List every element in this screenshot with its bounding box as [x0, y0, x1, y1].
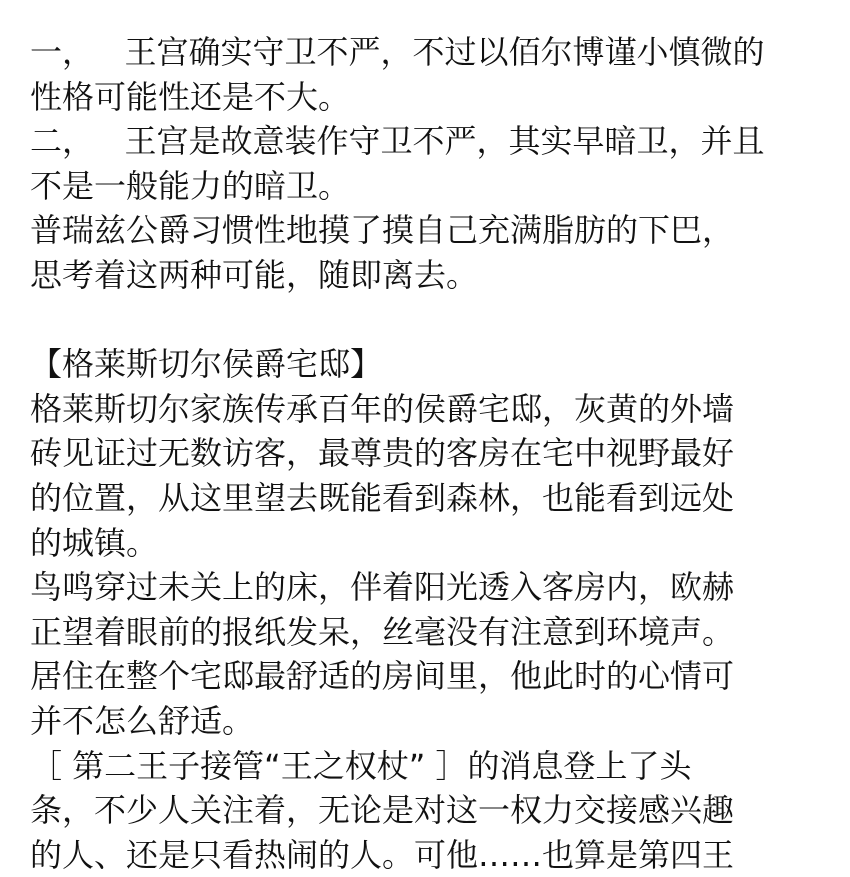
text-line: 普瑞兹公爵习惯性地摸了摸自己充满脂肪的下巴，	[30, 211, 735, 250]
text-line: 的城镇。	[30, 523, 159, 562]
blank-line	[30, 298, 830, 343]
text-line: 正望着眼前的报纸发呆，丝毫没有注意到环境声。	[30, 612, 735, 651]
text-line: 的位置，从这里望去既能看到森林，也能看到远处	[30, 478, 735, 517]
section-heading: 【格莱斯切尔侯爵宅邸】	[30, 345, 383, 384]
text-line: 砖见证过无数访客，最尊贵的客房在宅中视野最好	[30, 434, 735, 473]
text-line: 思考着这两种可能，随即离去。	[30, 255, 479, 294]
text-line: 的人、还是只看热闹的人。可他……也算是第四王	[30, 835, 735, 874]
text-line: ［ 第二王子接管“王之权杖” ］的消息登上了头	[30, 746, 692, 785]
document-text	[30, 30, 830, 877]
text-line: 二， 王宫是故意装作守卫不严，其实早暗卫，并且	[30, 122, 765, 161]
text-line: 不是一般能力的暗卫。	[30, 166, 351, 205]
text-line: 鸟鸣穿过未关上的床，伴着阳光透入客房内，欧赫	[30, 568, 735, 607]
text-line: 一， 王宫确实守卫不严，不过以佰尔博谨小慎微的	[30, 33, 765, 71]
text-line: 格莱斯切尔家族传承百年的侯爵宅邸，灰黄的外墙	[30, 389, 735, 428]
text-line: 并不怎么舒适。	[30, 701, 255, 740]
text-line: 居住在整个宅邸最舒适的房间里，他此时的心情可	[30, 657, 735, 696]
text-line: 性格可能性还是不大。	[30, 77, 351, 116]
text-line: 条，不少人关注着，无论是对这一权力交接感兴趣	[30, 791, 735, 830]
